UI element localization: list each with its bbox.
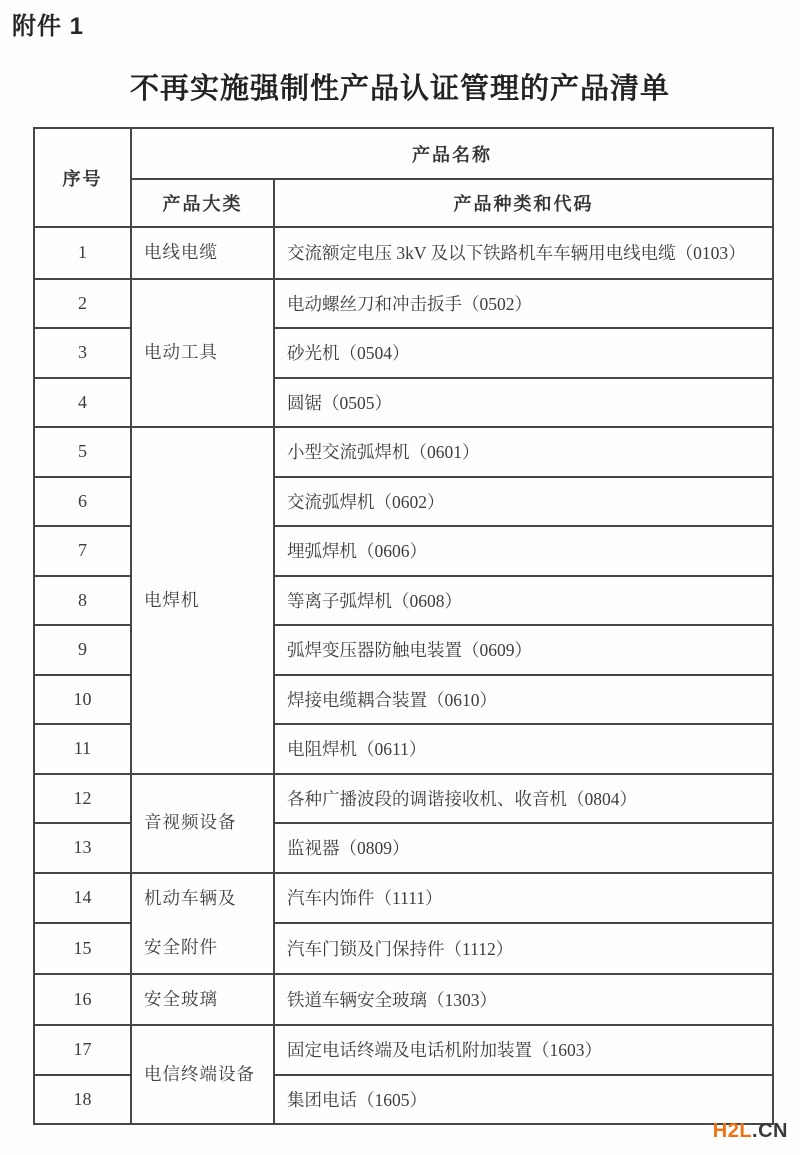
serial-cell: 3 [34,328,131,378]
serial-cell: 15 [34,923,131,974]
serial-cell: 4 [34,378,131,428]
product-name-header-cell: 产品名称 [131,128,773,179]
category-line: 电焊机 [144,589,200,610]
table-row [34,279,773,329]
serial-cell: 1 [34,227,131,279]
serial-cell: 7 [34,526,131,576]
table-row [34,774,773,824]
product-cell: 小型交流弧焊机（0601） [274,427,773,477]
product-cell: 汽车内饰件（1111） [274,873,773,924]
serial-cell: 18 [34,1075,131,1125]
serial-cell: 5 [34,427,131,477]
category-line: 机动车辆及 [144,887,237,908]
table-row [34,1025,773,1075]
product-cell: 埋弧焊机（0606） [274,526,773,576]
serial-cell: 9 [34,625,131,675]
category-cell [131,1025,274,1124]
product-cell: 交流弧焊机（0602） [274,477,773,527]
product-cell: 固定电话终端及电话机附加装置（1603） [274,1025,773,1075]
type-code-header-cell: 产品种类和代码 [274,179,773,227]
serial-cell: 2 [34,279,131,329]
product-table-body [34,227,773,1124]
attachment-label: 附件 1 [12,13,85,40]
product-cell: 交流额定电压 3kV 及以下铁路机车车辆用电线电缆（0103） [274,227,773,279]
table-row [34,227,773,279]
product-cell: 焊接电缆耦合装置（0610） [274,675,773,725]
product-cell: 电动螺丝刀和冲击扳手（0502） [274,279,773,329]
product-cell: 铁道车辆安全玻璃（1303） [274,974,773,1026]
serial-header-cell: 序号 [34,128,131,227]
product-cell: 等离子弧焊机（0608） [274,576,773,626]
product-cell: 砂光机（0504） [274,328,773,378]
category-line: 电线电缆 [144,242,218,262]
product-cell: 监视器（0809） [274,823,773,873]
serial-cell: 6 [34,477,131,527]
product-table [33,127,774,1125]
category-line: 安全附件 [144,937,218,957]
watermark-suffix: .CN [752,1120,788,1142]
watermark-brand: H2L [712,1120,753,1142]
product-table-header [34,128,773,227]
category-cell [131,873,274,974]
category-cell [131,227,274,279]
category-cell [131,427,274,774]
table-row [34,873,773,924]
category-line: 电动工具 [144,342,218,362]
serial-cell: 13 [34,823,131,873]
category-cell [131,774,274,873]
header-row-2 [34,179,773,227]
table-row [34,974,773,1026]
serial-cell: 14 [34,873,131,924]
product-cell: 汽车门锁及门保持件（1112） [274,923,773,974]
category-cell [131,279,274,428]
serial-cell: 10 [34,675,131,725]
product-cell: 电阻焊机（0611） [274,724,773,774]
category-line: 音视频设备 [144,812,237,833]
category-line: 电信终端设备 [144,1063,255,1084]
serial-cell: 17 [34,1025,131,1075]
serial-cell: 8 [34,576,131,626]
category-line: 安全玻璃 [144,988,218,1009]
table-row [34,427,773,477]
product-cell: 各种广播波段的调谐接收机、收音机（0804） [274,774,773,824]
serial-cell: 16 [34,974,131,1026]
serial-cell: 12 [34,774,131,824]
product-cell: 弧焊变压器防触电装置（0609） [274,625,773,675]
product-cell: 集团电话（1605） [274,1075,773,1125]
serial-cell: 11 [34,724,131,774]
watermark [713,1120,788,1143]
header-row-1 [34,128,773,179]
product-cell: 圆锯（0505） [274,378,773,428]
category-cell [131,974,274,1026]
category-header-cell: 产品大类 [131,179,274,227]
page-title: 不再实施强制性产品认证管理的产品清单 [129,73,670,105]
